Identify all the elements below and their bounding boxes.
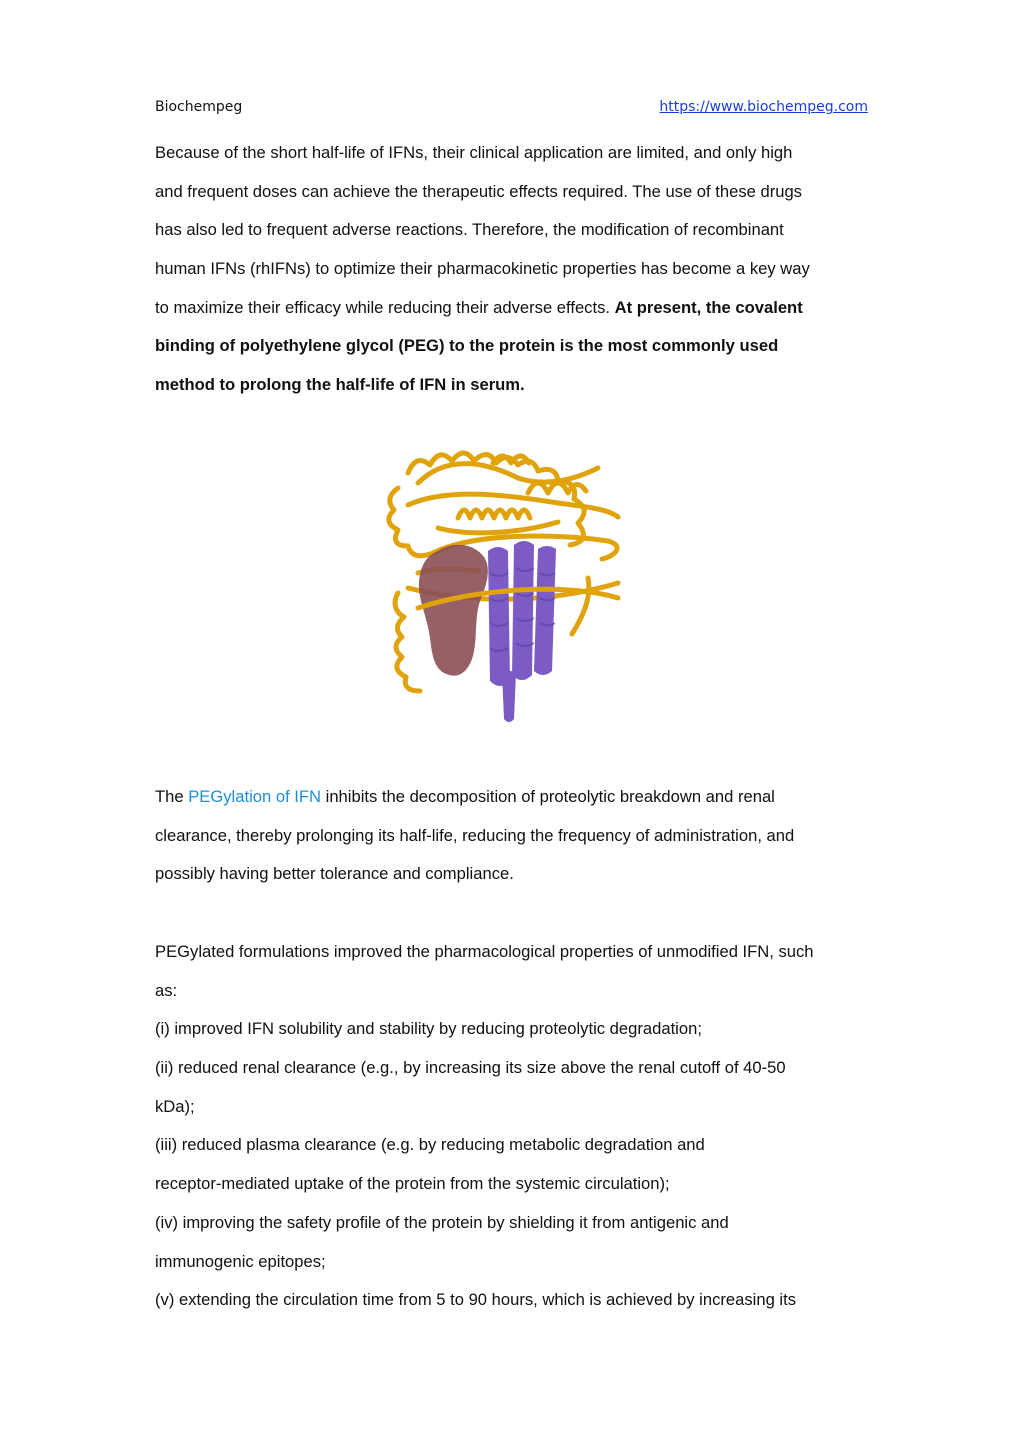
list-item: (iii) reduced plasma clearance (e.g. by reducing metabolic degradation and xyxy=(155,1135,705,1155)
text-line: human IFNs (rhIFNs) to optimize their pharmacokinetic properties has become a key way xyxy=(155,259,810,279)
properties-paragraph xyxy=(155,941,875,1328)
list-item: (iv) improving the safety profile of the protein by shielding it from antigenic and xyxy=(155,1212,729,1232)
pegylation-paragraph xyxy=(155,786,875,902)
text-line: PEGylated formulations improved the pharmacological properties of unmodified IFN, such xyxy=(155,942,814,961)
text-segment: inhibits the decomposition of proteolytic breakdown and renal xyxy=(321,787,775,806)
page-header xyxy=(155,99,868,121)
text-line: and frequent doses can achieve the therapeutic effects required. The use of these drugs xyxy=(155,181,802,201)
bold-text: binding of polyethylene glycol (PEG) to the protein is the most commonly used xyxy=(155,336,779,356)
text-line xyxy=(155,786,875,825)
text-line xyxy=(155,297,875,336)
text-line xyxy=(155,374,875,413)
text-line: has also led to frequent adverse reactions. Therefore, the modification of recombinant xyxy=(155,220,784,240)
list-item: (i) improved IFN solubility and stability by reducing proteolytic degradation; xyxy=(155,1019,702,1039)
text-line: Because of the short half-life of IFNs, their clinical application are limited, and only high xyxy=(155,143,793,162)
pegylated-ifn-figure xyxy=(378,433,642,725)
list-item: (v) extending the circulation time from 5 to 90 hours, which is achieved by increasing its xyxy=(155,1290,797,1310)
text-line xyxy=(155,335,875,374)
header-website-link[interactable]: https://www.biochempeg.com xyxy=(659,99,868,115)
text-segment: The xyxy=(155,787,189,806)
bold-text: At present, the covalent xyxy=(614,297,803,317)
text-line: clearance, thereby prolonging its half-life, reducing the frequency of administration, and xyxy=(155,825,795,845)
bold-text: method to prolong the half-life of IFN in serum. xyxy=(155,375,525,395)
header-brand: Biochempeg xyxy=(155,99,243,115)
text-line: possibly having better tolerance and compliance. xyxy=(155,864,514,884)
text-line: immunogenic epitopes; xyxy=(155,1251,326,1271)
text-line: as: xyxy=(155,980,178,1000)
text-segment: to maximize their efficacy while reducing their adverse effects. xyxy=(155,297,615,317)
intro-paragraph xyxy=(155,142,875,413)
pegylation-of-ifn-link[interactable]: PEGylation of IFN xyxy=(188,787,322,806)
pegylated-interferon-protein-structure-icon xyxy=(378,433,642,725)
list-item: (ii) reduced renal clearance (e.g., by increasing its size above the renal cutoff of 40-50 xyxy=(155,1058,786,1078)
text-line: receptor-mediated uptake of the protein from the systemic circulation); xyxy=(155,1174,670,1194)
text-line: kDa); xyxy=(155,1096,195,1116)
